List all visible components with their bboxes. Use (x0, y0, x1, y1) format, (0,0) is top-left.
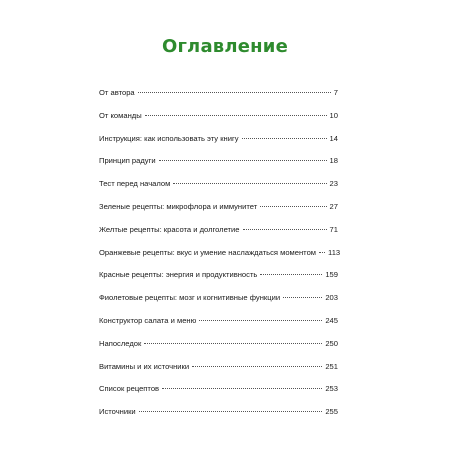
toc-entry-label: Конструктор салата и меню (99, 315, 197, 325)
toc-entry-page: 203 (325, 293, 338, 303)
toc-entry-page: 14 (329, 133, 338, 143)
toc-entry-page: 71 (329, 224, 338, 234)
toc-dot-leader (319, 252, 325, 253)
table-of-contents (99, 82, 341, 424)
toc-entry-page: 159 (325, 270, 338, 280)
toc-dot-leader (144, 343, 322, 344)
toc-entry (99, 82, 338, 105)
toc-entry-page: 255 (325, 407, 338, 417)
toc-dot-leader (260, 274, 322, 275)
toc-entry-page: 250 (325, 338, 338, 348)
toc-entry (99, 173, 338, 196)
toc-entry (99, 264, 338, 287)
toc-entry (99, 150, 338, 173)
toc-entry-label: Красные рецепты: энергия и продуктивность (99, 270, 258, 280)
toc-entry-label: От автора (99, 88, 135, 97)
toc-dot-leader (145, 115, 327, 116)
toc-dot-leader (173, 183, 326, 184)
toc-entry-page: 253 (325, 384, 338, 394)
toc-dot-leader (243, 229, 327, 230)
toc-entry (99, 128, 338, 151)
toc-entry-page: 245 (325, 315, 338, 325)
toc-entry-label: Желтые рецепты: красота и долголетие (99, 224, 240, 234)
toc-dot-leader (283, 297, 322, 298)
toc-entry (99, 310, 338, 333)
toc-entry (99, 219, 338, 242)
toc-entry-label: Инструкция: как использовать эту книгу (99, 133, 239, 143)
toc-entry-label: Тест перед началом (99, 179, 171, 189)
toc-entry (99, 401, 338, 424)
toc-dot-leader (242, 138, 327, 139)
toc-dot-leader (138, 92, 331, 93)
toc-entry-label: Оранжевые рецепты: вкус и умение наслаждаться моментом (99, 247, 317, 257)
toc-entry-label: От команды (99, 110, 142, 120)
toc-entry-label: Зеленые рецепты: микрофлора и иммунитет (99, 201, 258, 211)
toc-dot-leader (199, 320, 322, 321)
toc-entry (99, 333, 338, 356)
toc-entry (99, 287, 338, 310)
toc-entry-page: 113 (328, 247, 341, 257)
toc-dot-leader (162, 388, 322, 389)
toc-entry (99, 242, 341, 265)
toc-entry-label: Фиолетовые рецепты: мозг и когнитивные функции (99, 293, 281, 303)
toc-entry (99, 105, 338, 128)
toc-dot-leader (139, 411, 323, 412)
toc-entry-page: 251 (325, 361, 338, 371)
toc-entry-page: 10 (329, 110, 338, 120)
toc-dot-leader (159, 160, 327, 161)
toc-entry-label: Витамины и их источники (99, 361, 190, 371)
toc-entry-label: Список рецептов (99, 384, 160, 394)
toc-entry-page: 7 (333, 88, 338, 97)
page-title: Оглавление (161, 36, 289, 57)
toc-entry (99, 356, 338, 379)
toc-dot-leader (260, 206, 326, 207)
toc-dot-leader (192, 366, 322, 367)
toc-entry (99, 378, 338, 401)
toc-entry-label: Источники (99, 407, 136, 417)
toc-entry-label: Принцип радуги (99, 156, 156, 166)
toc-entry-label: Напоследок (99, 338, 142, 348)
toc-entry (99, 196, 338, 219)
toc-entry-page: 23 (329, 179, 338, 189)
toc-entry-page: 27 (329, 201, 338, 211)
toc-entry-page: 18 (329, 156, 338, 166)
